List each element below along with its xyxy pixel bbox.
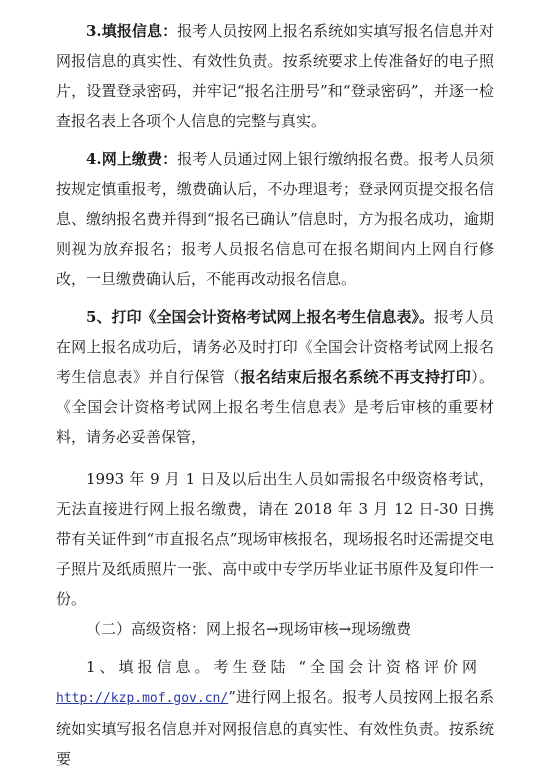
paragraph-age-note: [56, 464, 494, 614]
paragraph-print-form: [56, 302, 494, 452]
section-senior-lead: （二）高级资格：: [86, 620, 207, 638]
step-4-heading: 4.网上缴费：: [86, 150, 178, 168]
step-4-text: 报考人员通过网上银行缴纳报名费。报考人员须按规定慎重报考，缴费确认后，不办理退考；登录网页提交报名信息、缴纳报名费并得到“报名已确认”信息时，方为报名成功，逾期则视为放弃报名；报考人员报名信息可在报名期间内上网自行修改，一旦缴费确认后，不能再改动报名信息。: [56, 150, 494, 288]
section-senior-qualification: [56, 614, 494, 644]
senior-step-1-lead: 1、填报信息。考生登陆 “全国会计资格评价网: [86, 658, 481, 676]
age-note-text: 1993 年 9 月 1 日及以后出生人员如需报名中级资格考试，无法直接进行网上报名缴费，请在 2018 年 3 月 12 日-30 日携带有关证件到“市直报名点”现场审核报名，现场报名时还需提交电子照片及纸质照片一张、高中或中专学历毕业证书原件及复印件一份。: [56, 470, 494, 608]
step-5-bold-note: 报名结束后报名系统不再支持打印: [240, 368, 472, 386]
step-3-text: 报考人员按网上报名系统如实填写报名信息并对网报信息的真实性、有效性负责。按系统要求上传准备好的电子照片，设置登录密码，并牢记“报名注册号”和“登录密码”，并逐一检查报名表上各项个人信息的完整与真实。: [56, 22, 494, 130]
registration-site-link[interactable]: http://kzp.mof.gov.cn/: [56, 691, 229, 706]
step-5-heading: 5、打印《全国会计资格考试网上报名考生信息表》。: [86, 308, 434, 326]
senior-step-1-text: ”进行网上报名。报考人员按网上报名系统如实填写报名信息并对网报信息的真实性、有效性负责。按系统要: [56, 688, 494, 768]
paragraph-senior-fill-info: [56, 652, 494, 774]
step-5-text-2: ）。《全国会计资格考试网上报名考生信息表》是考后审核的重要材料，请务必妥善保管，: [56, 368, 494, 446]
paragraph-online-payment: [56, 144, 494, 294]
paragraph-fill-info: [56, 16, 494, 136]
document-page: [56, 16, 494, 774]
section-senior-flow: 网上报名→现场审核→现场缴费: [206, 620, 412, 638]
step-5-text-1: 报考人员在网上报名成功后，请务必及时打印《全国会计资格考试网上报名考生信息表》并自行保管（: [56, 308, 494, 386]
step-3-heading: 3.填报信息：: [86, 22, 178, 40]
